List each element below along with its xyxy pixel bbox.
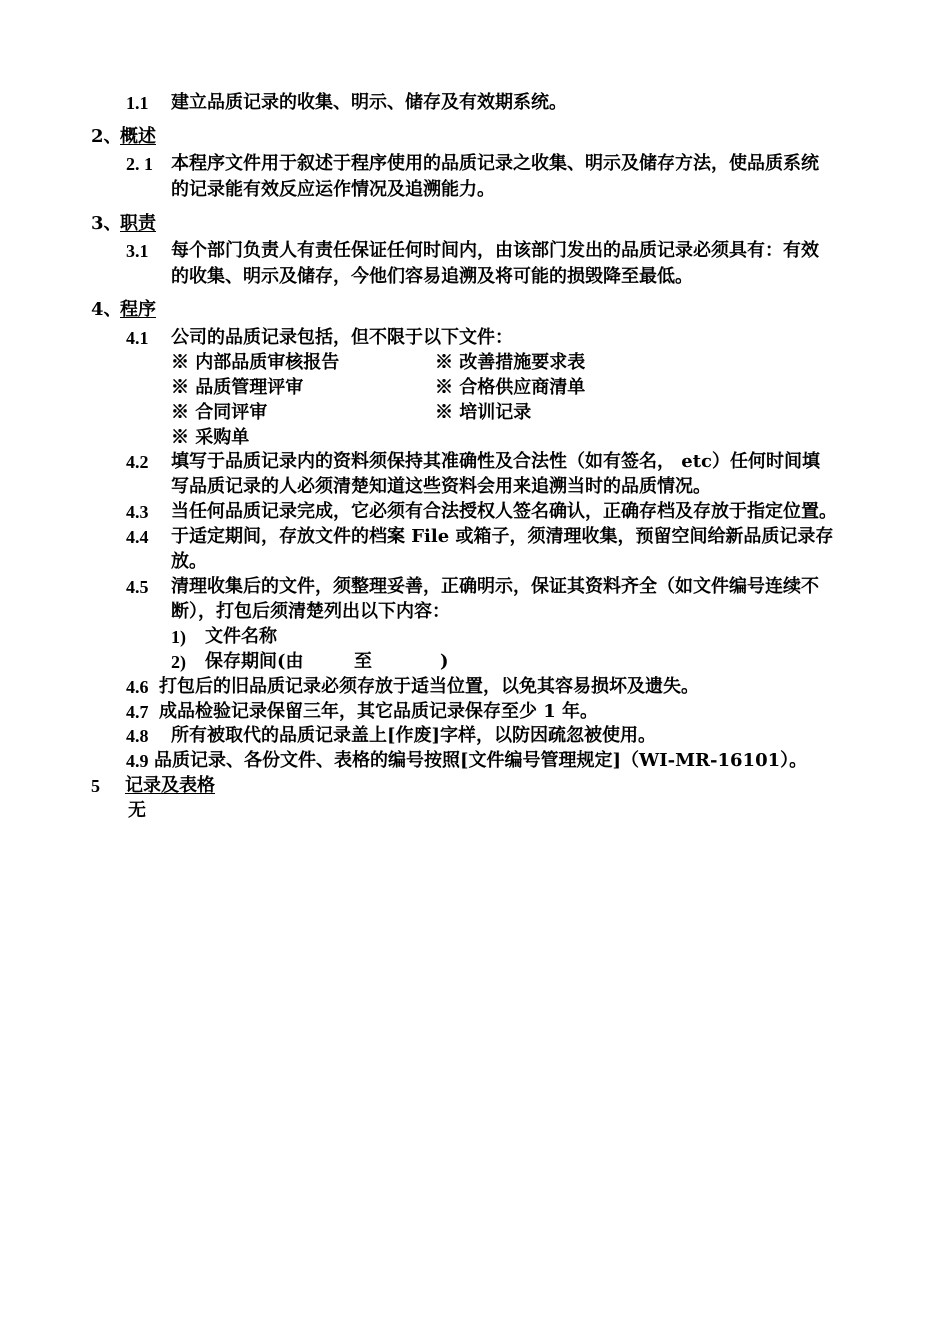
section-5-heading: 记录及表格 bbox=[125, 775, 215, 796]
item-text-4-5-line2: 断），打包后须清楚列出以下内容： bbox=[171, 601, 450, 622]
section-2-heading: 概述 bbox=[120, 126, 156, 147]
sub-item-retention-close: ) bbox=[440, 651, 449, 672]
sub-item-retention-from: 保存期间(由 bbox=[205, 651, 304, 672]
sub-item-retention-to: 至 bbox=[354, 651, 372, 672]
item-text-4-4-line2: 放。 bbox=[171, 551, 207, 572]
section-3-heading: 职责 bbox=[120, 213, 156, 234]
record-type-right: ※ 合格供应商清单 bbox=[435, 377, 586, 398]
item-number-4-5: 4.5 bbox=[126, 577, 149, 597]
item-number-2-1: 2. 1 bbox=[126, 154, 153, 174]
item-number-4-6: 4.6 bbox=[126, 677, 149, 697]
item-text-4-8: 所有被取代的品质记录盖上[作废]字样，以防因疏忽被使用。 bbox=[171, 725, 657, 746]
item-number-4-2: 4.2 bbox=[126, 452, 149, 472]
item-text-3-1-line1: 每个部门负责人有责任保证任何时间内，由该部门发出的品质记录必须具有：有效 bbox=[171, 240, 819, 261]
item-number-4-4: 4.4 bbox=[126, 527, 149, 547]
record-type-left: ※ 内部品质审核报告 bbox=[171, 352, 340, 373]
item-number-4-3: 4.3 bbox=[126, 502, 149, 522]
item-text-4-2-line1: 填写于品质记录内的资料须保持其准确性及合法性（如有签名， etc）任何时间填 bbox=[171, 451, 820, 472]
item-text-4-3: 当任何品质记录完成，它必须有合法授权人签名确认，正确存档及存放于指定位置。 bbox=[171, 501, 837, 522]
record-type-left: ※ 合同评审 bbox=[171, 402, 268, 423]
record-type-right: ※ 培训记录 bbox=[435, 402, 532, 423]
sub-item-number: 2) bbox=[171, 652, 186, 672]
record-type-left: ※ 品质管理评审 bbox=[171, 377, 304, 398]
section-3-number: 3、 bbox=[91, 213, 122, 234]
section-5-number: 5 bbox=[91, 776, 100, 796]
sub-item-number: 1) bbox=[171, 627, 186, 647]
item-text-4-9: 品质记录、各份文件、表格的编号按照[文件编号管理规定]（WI-MR-16101）。 bbox=[154, 750, 808, 771]
item-text-4-7: 成品检验记录保留三年，其它品质记录保存至少 1 年。 bbox=[159, 701, 599, 722]
item-number-4-8: 4.8 bbox=[126, 726, 149, 746]
item-text-2-1-line1: 本程序文件用于叙述于程序使用的品质记录之收集、明示及储存方法，使品质系统 bbox=[171, 153, 819, 174]
item-number-3-1: 3.1 bbox=[126, 241, 149, 261]
item-text-4-2-line2: 写品质记录的人必须清楚知道这些资料会用来追溯当时的品质情况。 bbox=[171, 476, 711, 497]
section-5-body: 无 bbox=[128, 800, 146, 821]
section-4-heading: 程序 bbox=[120, 299, 156, 320]
sub-item-file-name: 文件名称 bbox=[205, 626, 277, 647]
item-text-4-4-line1: 于适定期间，存放文件的档案 File 或箱子，须清理收集，预留空间给新品质记录存 bbox=[171, 526, 834, 547]
item-number-4-1: 4.1 bbox=[126, 328, 149, 348]
section-4-number: 4、 bbox=[91, 299, 122, 320]
record-type-left: ※ 采购单 bbox=[171, 427, 250, 448]
item-text-4-1: 公司的品质记录包括，但不限于以下文件： bbox=[171, 327, 513, 348]
item-text-1-1: 建立品质记录的收集、明示、储存及有效期系统。 bbox=[171, 92, 567, 113]
item-text-3-1-line2: 的收集、明示及储存，今他们容易追溯及将可能的损毁降至最低。 bbox=[171, 266, 693, 287]
item-text-4-5-line1: 清理收集后的文件，须整理妥善，正确明示，保证其资料齐全（如文件编号连续不 bbox=[171, 576, 819, 597]
item-text-4-6: 打包后的旧品质记录必须存放于适当位置，以免其容易损坏及遗失。 bbox=[159, 676, 699, 697]
section-2-number: 2、 bbox=[91, 126, 122, 147]
record-type-right: ※ 改善措施要求表 bbox=[435, 352, 586, 373]
item-number-4-7: 4.7 bbox=[126, 702, 149, 722]
item-text-2-1-line2: 的记录能有效反应运作情况及追溯能力。 bbox=[171, 179, 495, 200]
item-number-4-9: 4.9 bbox=[126, 751, 149, 771]
item-number-1-1: 1.1 bbox=[126, 93, 149, 113]
